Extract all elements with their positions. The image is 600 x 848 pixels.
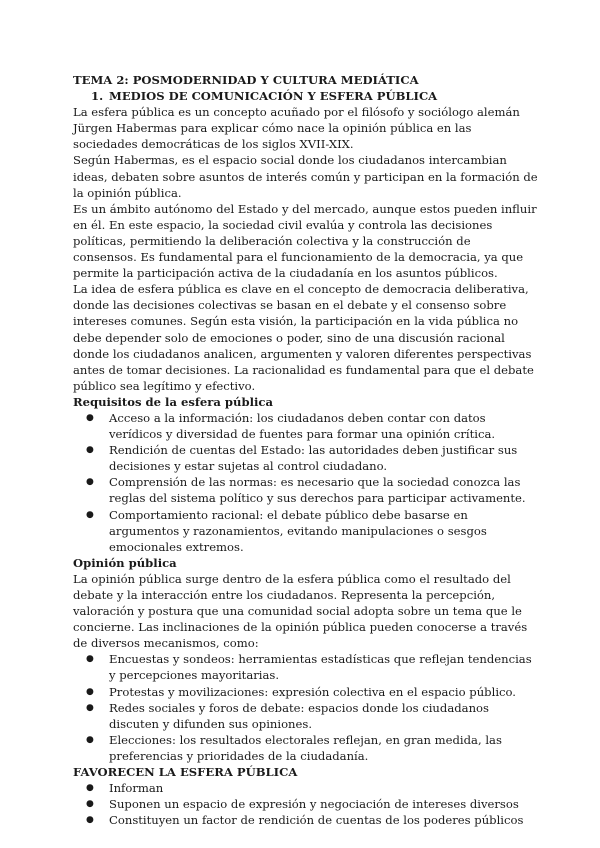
opinion-list [73,651,538,764]
requisitos-heading: Requisitos de la esfera pública [73,394,273,409]
section-title: MEDIOS DE COMUNICACIÓN Y ESFERA PÚBLICA [109,89,438,104]
bullet-icon: ● [86,815,94,826]
list-item: ● Acceso a la información: los ciudadanos deben contar con datos verídicos y diversidad de fuentes para formar una opinión crítica. [86,410,496,442]
favorecen-list [73,780,538,828]
section-number: 1. [91,89,104,104]
paragraph: La esfera pública es un concepto acuñado por el filósofo y sociólogo alemán Jürgen Habermas para explicar cómo nace la opinión pública en las sociedades democráticas de los siglos XVII-XIX. [73,105,520,152]
list-item: ● Encuestas y sondeos: herramientas estadísticas que reflejan tendencias y percepciones mayoritarias. [86,652,532,683]
list-item: ● Comprensión de las normas: es necesario que la sociedad conozca las reglas del sistema político y sus derechos para participar activamente. [86,475,526,506]
paragraph: La idea de esfera pública es clave en el concepto de democracia deliberativa, donde las decisiones colectivas se basan en el debate y el consenso sobre intereses comunes. Según esta visión, la participación en la vida pública no debe depender solo de emociones o poder, sino de una discusión racional donde los ciudadanos analicen, argumenten y valoren diferentes perspectivas antes de tomar decisiones. La racionalidad es fundamental para que el debate público sea legítimo y efectivo. [73,282,534,393]
paragraph: La opinión pública surge dentro de la esfera pública como el resultado del debate y la interacción entre los ciudadanos. Representa la percepción, valoración y postura que una comunidad social adopta sobre un tema que le concierne. Las inclinaciones de la opinión pública pueden conocerse a través de diversos mecanismos, como: [73,571,528,651]
opinion-heading: Opinión pública [73,555,177,570]
paragraph: Según Habermas, es el espacio social donde los ciudadanos intercambian ideas, debaten sobre asuntos de interés común y participan en la formación de la opinión pública. [73,153,538,200]
bullet-icon: ● [86,702,94,713]
bullet-icon: ● [86,783,94,794]
list-item: ● Redes sociales y foros de debate: espacios donde los ciudadanos discuten y difunden sus opiniones. [86,700,489,731]
list-item: ● Elecciones: los resultados electorales reflejan, en gran medida, las preferencias y prioridades de la ciudadanía. [86,732,502,763]
bullet-icon: ● [86,509,94,520]
document-body [73,72,538,828]
list-item: ● Protestas y movilizaciones: expresión colectiva en el espacio público. [86,684,516,699]
paragraph: Es un ámbito autónomo del Estado y del mercado, aunque estos pueden influir en él. En este espacio, la sociedad civil evalúa y controla las decisiones políticas, permitiendo la deliberación colectiva y la construcción de consensos. Es fundamental para el funcionamiento de la democracia, ya que permite la participación activa de la ciudadanía en los asuntos públicos. [73,201,537,281]
bullet-icon: ● [86,412,94,423]
bullet-icon: ● [86,734,94,745]
requisitos-list [73,410,538,555]
bullet-icon: ● [86,445,94,456]
list-item: ● Constituyen un factor de rendición de cuentas de los poderes públicos [86,813,524,828]
document-title: TEMA 2: POSMODERNIDAD Y CULTURA MEDIÁTICA [73,73,419,87]
favorecen-heading: FAVORECEN LA ESFERA PÚBLICA [73,765,298,780]
list-item: ● Informan [86,781,164,796]
bullet-icon: ● [86,799,94,810]
list-item: ● Rendición de cuentas del Estado: las autoridades deben justificar sus decisiones y estar sujetas al control ciudadano. [86,443,518,474]
bullet-icon: ● [86,477,94,488]
bullet-icon: ● [86,686,94,697]
list-item: ● Comportamiento racional: el debate público debe basarse en argumentos y razonamientos, evitando manipulaciones o sesgos emocionales extremos. [86,507,487,554]
section-heading [73,88,538,104]
list-item: ● Suponen un espacio de expresión y negociación de intereses diversos [86,797,519,812]
bullet-icon: ● [86,654,94,665]
